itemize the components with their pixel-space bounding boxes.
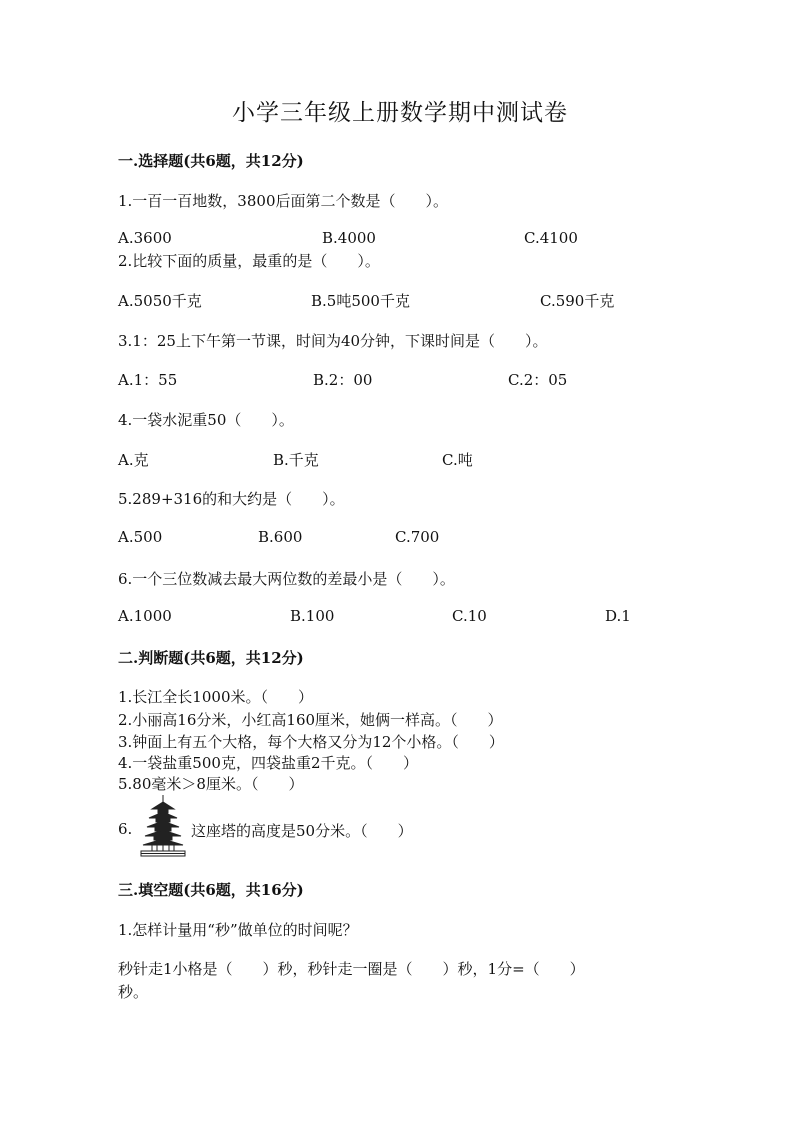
choice-question-1: 1.一百一百地数，3800后面第二个数是（ ）。 xyxy=(118,192,448,210)
judge-question-3: 3.钟面上有五个大格，每个大格又分为12个小格。（ ） xyxy=(118,733,504,751)
judge-question-2: 2.小丽高16分米，小红高160厘米，她俩一样高。（ ） xyxy=(118,711,503,729)
choice-option: B.5吨500千克 xyxy=(311,292,410,310)
choice-question-3: 3.1：25上下午第一节课，时间为40分钟，下课时间是（ ）。 xyxy=(118,332,548,350)
choice-question-5: 5.289+316的和大约是（ ）。 xyxy=(118,490,345,508)
fill-question-1-line-2: 秒。 xyxy=(118,983,149,1001)
section-heading-fill: 三.填空题(共6题，共16分) xyxy=(118,881,304,899)
choice-option: C.700 xyxy=(395,528,440,546)
choice-option: C.4100 xyxy=(524,229,578,247)
choice-option: A.1000 xyxy=(118,607,172,625)
section-heading-judge: 二.判断题(共6题，共12分) xyxy=(118,649,304,667)
choice-option: A.3600 xyxy=(118,229,172,247)
choice-option: D.1 xyxy=(605,607,631,625)
choice-option: A.5050千克 xyxy=(118,292,202,310)
choice-question-6: 6.一个三位数减去最大两位数的差最小是（ ）。 xyxy=(118,570,455,588)
page-title: 小学三年级上册数学期中测试卷 xyxy=(232,100,568,126)
choice-option: C.590千克 xyxy=(540,292,615,310)
choice-option: A.克 xyxy=(118,451,149,469)
choice-question-2: 2.比较下面的质量，最重的是（ ）。 xyxy=(118,252,380,270)
fill-question-1-line-1: 秒针走1小格是（ ）秒，秒针走一圈是（ ）秒，1分=（ ） xyxy=(118,960,585,978)
judge-question-6-number: 6. xyxy=(118,820,133,838)
choice-option: B.600 xyxy=(258,528,303,546)
judge-question-5: 5.80毫米＞8厘米。（ ） xyxy=(118,775,304,793)
judge-question-6: 这座塔的高度是50分米。（ ） xyxy=(191,822,413,840)
choice-question-4: 4.一袋水泥重50（ ）。 xyxy=(118,411,294,429)
choice-option: B.千克 xyxy=(273,451,319,469)
choice-option: B.100 xyxy=(290,607,335,625)
choice-option: C.2：05 xyxy=(508,371,568,389)
fill-question-1: 1.怎样计量用“秒”做单位的时间呢？ xyxy=(118,921,358,939)
choice-option: B.4000 xyxy=(322,229,376,247)
judge-question-1: 1.长江全长1000米。（ ） xyxy=(118,688,313,706)
pagoda-image xyxy=(138,794,188,858)
judge-question-4: 4.一袋盐重500克，四袋盐重2千克。（ ） xyxy=(118,754,418,772)
section-heading-choice: 一.选择题(共6题，共12分) xyxy=(118,152,304,170)
choice-option: A.1：55 xyxy=(118,371,178,389)
choice-option: A.500 xyxy=(118,528,163,546)
choice-option: B.2：00 xyxy=(313,371,373,389)
choice-option: C.吨 xyxy=(442,451,473,469)
choice-option: C.10 xyxy=(452,607,487,625)
